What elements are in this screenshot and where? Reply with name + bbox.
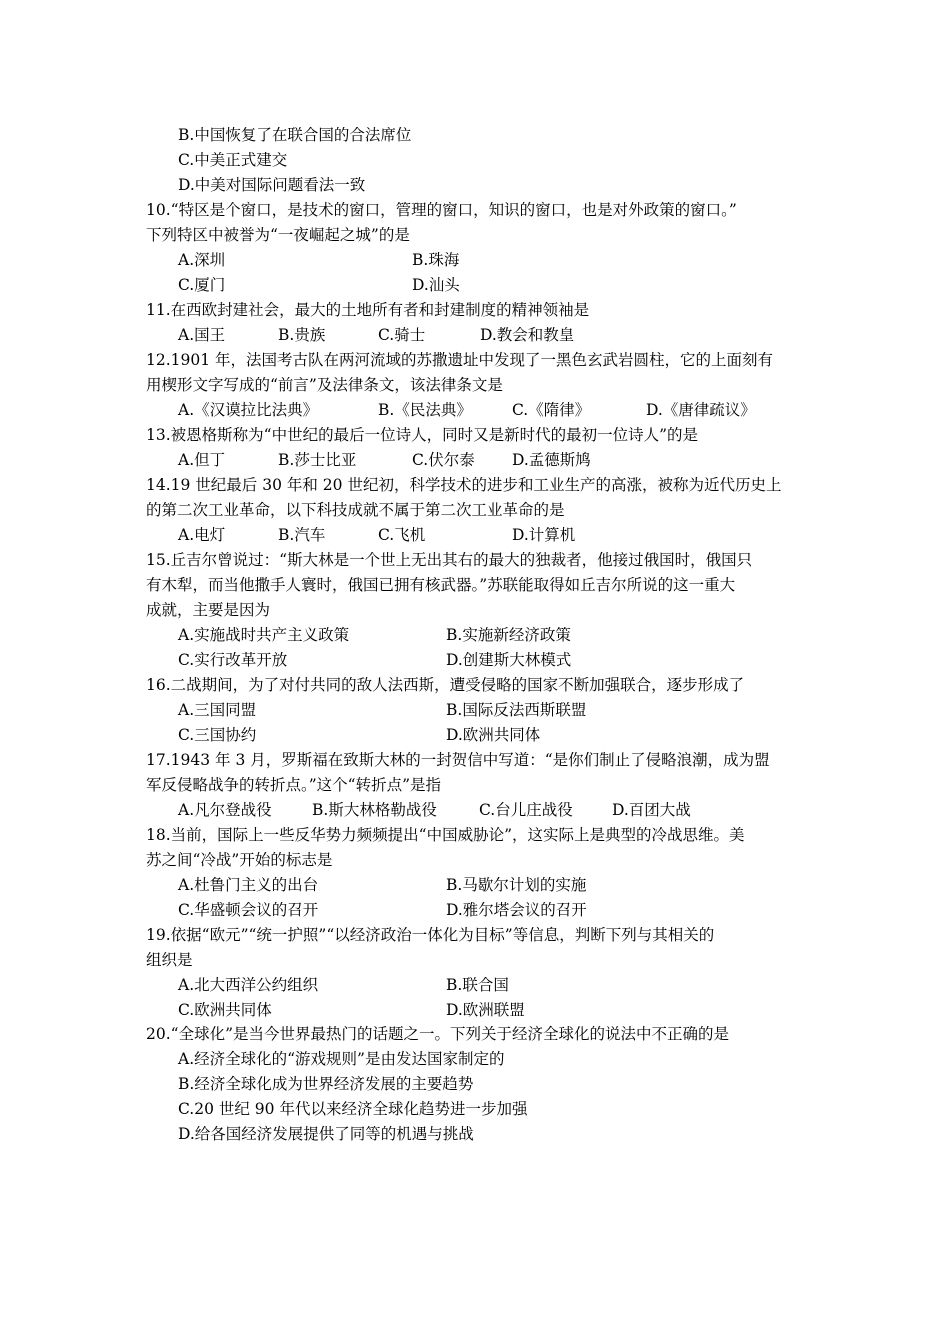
q12-option-c: C.《隋律》 — [512, 401, 591, 419]
q19-stem-line-1: 19.依据“欧元”“统一护照”“以经济政治一体化为目标”等信息，判断下列与其相关的 — [146, 926, 715, 944]
q15-options-row-1 — [0, 623, 900, 648]
q17-option-c: C.台儿庄战役 — [479, 801, 573, 819]
q20-option-c: C.20 世纪 90 年代以来经济全球化趋势进一步加强 — [178, 1100, 528, 1118]
q20-option-d: D.给各国经济发展提供了同等的机遇与挑战 — [178, 1125, 474, 1143]
q18-option-d: D.雅尔塔会议的召开 — [446, 901, 587, 919]
q16-option-d: D.欧洲共同体 — [446, 726, 541, 744]
q10-option-b: B.珠海 — [412, 251, 460, 269]
q15-option-d: D.创建斯大林模式 — [446, 651, 572, 669]
q18-options-row-2 — [0, 898, 900, 923]
q16-stem: 16.二战期间，为了对付共同的敌人法西斯，遭受侵略的国家不断加强联合，逐步形成了 — [146, 676, 745, 694]
q18-option-b: B.马歇尔计划的实施 — [446, 876, 587, 894]
q13-option-b: B.莎士比亚 — [278, 451, 357, 469]
q17-option-b: B.斯大林格勒战役 — [312, 801, 437, 819]
q19-options-row-1 — [0, 973, 900, 998]
q18-options-row-1 — [0, 873, 900, 898]
q14-stem-line-2: 的第二次工业革命，以下科技成就不属于第二次工业革命的是 — [146, 501, 565, 519]
q20-option-a: A.经济全球化的“游戏规则”是由发达国家制定的 — [178, 1050, 505, 1068]
q18-option-a: A.杜鲁门主义的出台 — [178, 876, 319, 894]
q13-stem: 13.被恩格斯称为“中世纪的最后一位诗人，同时又是新时代的最初一位诗人”的是 — [146, 426, 699, 444]
q12-stem-line-1: 12.1901 年，法国考古队在两河流域的苏撒遗址中发现了一黑色玄武岩圆柱，它的上面刻有 — [146, 351, 774, 369]
q12-option-b: B.《民法典》 — [378, 401, 472, 419]
q13-option-a: A.但丁 — [178, 451, 226, 469]
q10-options-row-2 — [0, 273, 900, 298]
q17-option-d: D.百团大战 — [612, 801, 691, 819]
q9-option-c: C.中美正式建交 — [178, 151, 288, 169]
q10-option-c: C.厦门 — [178, 276, 226, 294]
q17-stem-line-1: 17.1943 年 3 月，罗斯福在致斯大林的一封贺信中写道：“是你们制止了侵略浪潮，成为盟 — [146, 751, 770, 769]
q19-option-b: B.联合国 — [446, 976, 509, 994]
q10-option-d: D.汕头 — [412, 276, 460, 294]
q10-options-row-1 — [0, 248, 900, 273]
q14-option-c: C.飞机 — [378, 526, 426, 544]
q20-option-b: B.经济全球化成为世界经济发展的主要趋势 — [178, 1075, 474, 1093]
q16-option-b: B.国际反法西斯联盟 — [446, 701, 587, 719]
q14-options — [0, 523, 900, 548]
q11-option-a: A.国王 — [178, 326, 226, 344]
q13-option-d: D.孟德斯鸠 — [512, 451, 591, 469]
q18-stem-line-2: 苏之间“冷战”开始的标志是 — [146, 851, 333, 869]
q12-option-a: A.《汉谟拉比法典》 — [178, 401, 319, 419]
q15-stem-line-1: 15.丘吉尔曾说过：“斯大林是一个世上无出其右的最大的独裁者，他接过俄国时，俄国只 — [146, 551, 753, 569]
q14-option-b: B.汽车 — [278, 526, 326, 544]
q18-stem-line-1: 18.当前，国际上一些反华势力频频提出“中国威胁论”，这实际上是典型的冷战思维。美 — [146, 826, 745, 844]
q10-stem-line-2: 下列特区中被誉为“一夜崛起之城”的是 — [146, 226, 410, 244]
q15-stem-line-2: 有木犁，而当他撒手人寰时，俄国已拥有核武器。”苏联能取得如丘吉尔所说的这一重大 — [146, 576, 736, 594]
q19-option-a: A.北大西洋公约组织 — [178, 976, 319, 994]
q14-stem-line-1: 14.19 世纪最后 30 年和 20 世纪初，科学技术的进步和工业生产的高涨，被称为近代历史上 — [146, 476, 782, 494]
q11-stem: 11.在西欧封建社会，最大的土地所有者和封建制度的精神领袖是 — [146, 301, 590, 319]
q10-option-a: A.深圳 — [178, 251, 226, 269]
q13-options — [0, 448, 900, 473]
q19-option-d: D.欧洲联盟 — [446, 1001, 525, 1019]
q15-option-b: B.实施新经济政策 — [446, 626, 571, 644]
q17-options — [0, 798, 900, 823]
q19-stem-line-2: 组织是 — [146, 951, 193, 969]
q11-option-c: C.骑士 — [378, 326, 426, 344]
q19-option-c: C.欧洲共同体 — [178, 1001, 272, 1019]
q9-option-d: D.中美对国际问题看法一致 — [178, 176, 366, 194]
q16-option-a: A.三国同盟 — [178, 701, 257, 719]
q18-option-c: C.华盛顿会议的召开 — [178, 901, 319, 919]
q16-options-row-1 — [0, 698, 900, 723]
q16-options-row-2 — [0, 723, 900, 748]
q20-stem: 20.“全球化”是当今世界最热门的话题之一。下列关于经济全球化的说法中不正确的是 — [146, 1025, 730, 1043]
q16-option-c: C.三国协约 — [178, 726, 257, 744]
q17-option-a: A.凡尔登战役 — [178, 801, 272, 819]
q12-stem-line-2: 用楔形文字写成的“前言”及法律条文，该法律条文是 — [146, 376, 503, 394]
q15-stem-line-3: 成就，主要是因为 — [146, 601, 271, 619]
q12-option-d: D.《唐律疏议》 — [646, 401, 756, 419]
q13-option-c: C.伏尔泰 — [412, 451, 475, 469]
q19-options-row-2 — [0, 998, 900, 1023]
q11-options — [0, 323, 900, 348]
q11-option-d: D.教会和教皇 — [480, 326, 575, 344]
q15-option-a: A.实施战时共产主义政策 — [178, 626, 350, 644]
q11-option-b: B.贵族 — [278, 326, 326, 344]
q14-option-a: A.电灯 — [178, 526, 226, 544]
q14-option-d: D.计算机 — [512, 526, 576, 544]
q10-stem-line-1: 10.“特区是个窗口，是技术的窗口，管理的窗口，知识的窗口，也是对外政策的窗口。” — [146, 201, 737, 219]
q9-option-b: B.中国恢复了在联合国的合法席位 — [178, 126, 412, 144]
q17-stem-line-2: 军反侵略战争的转折点。”这个“转折点”是指 — [146, 776, 442, 794]
q15-option-c: C.实行改革开放 — [178, 651, 288, 669]
q12-options — [0, 398, 900, 423]
q15-options-row-2 — [0, 648, 900, 673]
